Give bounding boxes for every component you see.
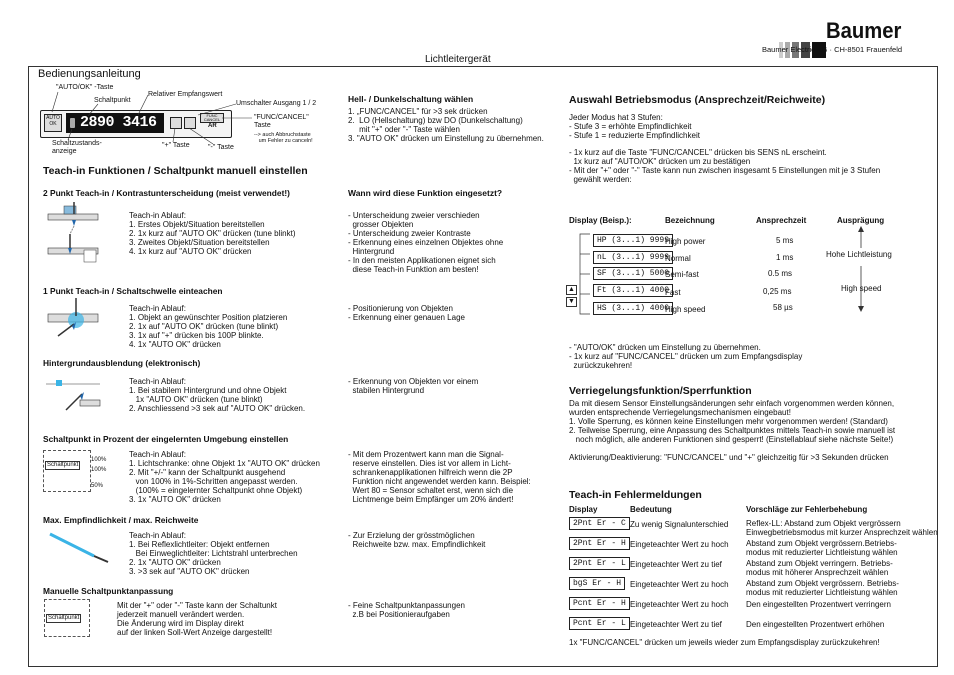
lock-text: Da mit diesem Sensor Einstellungsänderungen sehr einfach vorgenommen werden können, wurden entsprechende Verriegelungsmechanismen eingebaut! 1. Volle Sperrung, es können keine Einstellungen mehr vorgenommen werden! (Standard) 2. Teilweise Sperrung, eine Anpassung des Schaltpunktes mittels Teach-in sowie manuell ist noch möglich, alle anderen Funktionen sind gesperrt! (Einstellablauf siehe nächste Seite!) <box>569 399 896 444</box>
err-meaning-4: Eingeteachter Wert zu hoch <box>630 600 729 609</box>
pct-50-label: 50% <box>91 483 104 489</box>
plus-key-icon: ▲ <box>566 285 577 295</box>
pct-schaltpunkt-label: Schaltpunkt <box>47 462 79 468</box>
company-line: Baumer Electric AG · CH-8501 Frauenfeld <box>762 45 903 54</box>
mode-time-ft: 0,25 ms <box>763 287 792 296</box>
teach-title: Teach-in Funktionen / Schaltpunkt manuell einstellen <box>43 165 308 177</box>
err-display-3: bgS Er - H <box>569 577 625 590</box>
err-fix-1: Abstand zum Objekt vergrössern.Betriebs- modus mit reduzierter Lichtleistung wählen <box>746 539 898 557</box>
section-bgs-steps: Teach-in Ablauf: 1. Bei stabilem Hintergrund und ohne Objekt 1x "AUTO OK" drücken (tune blinkt) 2. Anschliessend >3 sek auf "AUTO OK" drücken. <box>129 377 306 413</box>
err-fix-5: Den eingestellten Prozentwert erhöhen <box>746 620 885 629</box>
mode-time-nl: 1 ms <box>776 253 794 262</box>
mode-title: Auswahl Betriebsmodus (Ansprechzeit/Reichweite) <box>569 94 826 106</box>
mode-intro: Jeder Modus hat 3 Stufen: - Stufe 3 = erhöhte Empfindlichkeit - Stufe 1 = reduzierte Empfindlichkeit <box>569 113 700 140</box>
section-pct-when: - Mit dem Prozentwert kann man die Signal- reserve einstellen. Dies ist vor allem in Licht- schrankenapplikationen hilfreich wenn die 2P Funktion nicht angewendet werden kann. Beispiel: Wert 80 = Sensor schaltet erst, wenn sich die Lichtmenge beim Empfänger um 20% ändert! <box>348 450 531 504</box>
bgs-illustration-icon <box>44 370 104 420</box>
label-auto-ok-key: "AUTO/OK" -Taste <box>56 84 114 91</box>
err-display-0: 2Pnt Er - C <box>569 517 630 530</box>
section-1pt-steps: Teach-in Ablauf: 1. Objekt an gewünschter Position platzieren 2. 1x auf "AUTO OK" drücken (tune blinkt) 3. 1x auf "+" drücken bis 100P blinkte. 4. 1x "AUTO OK" drücken <box>129 304 288 349</box>
max-illustration-icon <box>46 528 116 568</box>
mode-display-ft: Ft (3...1) 4000 <box>593 284 673 297</box>
mode-footer: - "AUTO/OK" drücken um Einstellung zu übernehmen. - 1x kurz auf "FUNC/CANCEL" drücken um zum Empfangsdisplay zurückzukehren! <box>569 343 803 370</box>
mode-name-hp: High power <box>665 237 706 246</box>
manual-schaltpunkt-label: Schaltpunkt <box>48 615 80 621</box>
char-arrow-icon <box>856 226 866 316</box>
label-rel-empfang: Relativer Empfangswert <box>148 91 223 98</box>
mode-header-time: Ansprechzeit <box>756 216 807 225</box>
display-diagram <box>38 82 338 162</box>
section-bgs-when: - Erkennung von Objekten vor einem stabilen Hintergrund <box>348 377 479 395</box>
mode-header-char: Ausprägung <box>837 216 885 225</box>
callout-lines <box>38 82 338 162</box>
section-2pt-when: - Unterscheidung zweier verschieden grosser Objekten - Unterscheidung zweier Kontraste - Erkennung eines einzelnen Objektes ohne Hintergrund - In den meisten Applikationen eignet sich diese Teach-in Funktion am besten! <box>348 211 504 274</box>
mode-name-sf: Semi-fast <box>665 270 699 279</box>
section-max-steps: Teach-in Ablauf: 1. Bei Reflexlichtleiter: Objekt entfernen Bei Einweglichtleiter: Lichtstrahl unterbrechen 2. 1x "AUTO OK" drücken 3. >3 sek auf "AUTO OK" drücken <box>129 531 298 576</box>
label-func-note: --> auch Abbruchstaste um Fehler zu canceln! <box>254 132 313 144</box>
err-header-fix: Vorschläge zur Fehlerbehebung <box>746 505 868 514</box>
mode-header-display: Display (Beisp.): <box>569 216 632 225</box>
hell-dunkel-title: Hell- / Dunkelschaltung wählen <box>348 94 474 104</box>
mode-time-sf: 0.5 ms <box>768 269 793 278</box>
2pt-illustration-icon <box>44 202 104 272</box>
section-max-title: Max. Empfindlichkeit / max. Reichweite <box>43 515 199 525</box>
hell-dunkel-text: 1. „FUNC/CANCEL" für >3 sek drücken 2. LO (Hellschaltung) bzw DO (Dunkelschaltung) mit "+" oder "-" Taste wählen 3. "AUTO OK" drücken um Einstellung zu übernehmen. <box>348 107 544 143</box>
section-bgs-title: Hintergrundausblendung (elektronisch) <box>43 358 201 368</box>
err-fix-2: Abstand zum Objekt verringern. Betriebs- modus mit höherer Ansprechzeit wählen <box>746 559 893 577</box>
section-manual-title: Manuelle Schaltpunktanpassung <box>43 586 174 596</box>
1pt-illustration-icon <box>44 298 104 346</box>
err-header-meaning: Bedeutung <box>630 505 672 514</box>
section-pct-steps: Teach-in Ablauf: 1. Lichtschranke: ohne Objekt 1x "AUTO OK" drücken 2. Mit "+/-" kann der Schaltpunkt ausgehend von 100% in 1%-Schritten angepasst werden. (100% = eingelernter Schaltpunkt ohne Objekt) 3. 1x "AUTO OK" drücken <box>129 450 320 504</box>
label-umschalter: Umschalter Ausgang 1 / 2 <box>236 100 317 107</box>
doc-title: Lichtleitergerät <box>425 54 491 65</box>
pct-100b-label: 100% <box>91 467 107 473</box>
err-fix-4: Den eingestellten Prozentwert verringern <box>746 600 891 609</box>
mode-display-hs: HS (3...1) 4000 <box>593 302 673 315</box>
lock-title: Verriegelungsfunktion/Sperrfunktion <box>569 385 752 397</box>
err-display-5: Pcnt Er - L <box>569 617 630 630</box>
err-footer: 1x "FUNC/CANCEL" drücken um jeweils wieder zum Empfangsdisplay zurückzukehren! <box>569 638 880 647</box>
label-minus-key: "-" Taste <box>208 144 234 151</box>
display-auto-button[interactable]: AUTO OK <box>44 114 62 132</box>
err-fix-3: Abstand zum Objekt vergrössern. Betriebs- modus mit reduzierter Lichtleistung wählen <box>746 579 899 597</box>
label-plus-key: "+" Taste <box>162 142 190 149</box>
display-func-button[interactable]: FUNC CANCEL <box>200 113 224 123</box>
label-func-cancel: "FUNC/CANCEL" Taste <box>254 114 309 129</box>
mode-display-nl: nL (3...1) 9999 <box>593 251 673 264</box>
mode-name-ft: Fast <box>665 288 681 297</box>
section-1pt-when: - Positionierung von Objekten - Erkennung einer genauen Lage <box>348 304 465 322</box>
when-title: Wann wird diese Funktion eingesetzt? <box>348 188 503 198</box>
section-max-when: - Zur Erzielung der grösstmöglichen Reichweite bzw. max. Empfindlichkeit <box>348 531 486 549</box>
section-manual-steps: Mit der "+" oder "-" Taste kann der Schaltunkt jederzeit manuell verändert werden. Die Änderung wird im Display direkt auf der linken Soll-Wert Anzeige dargestellt! <box>117 601 277 637</box>
label-schaltpunkt: Schaltpunkt <box>94 97 131 104</box>
section-title-bedienung: Bedienungsanleitung <box>38 68 141 80</box>
err-meaning-0: Zu wenig Signalunterschied <box>630 520 729 529</box>
mode-time-hp: 5 ms <box>776 236 794 245</box>
lock-activation: Aktivierung/Deaktivierung: "FUNC/CANCEL" und "+" gleichzeitig für >3 Sekunden drücken <box>569 453 889 462</box>
section-2pt-title: 2 Punkt Teach-in / Kontrastunterscheidung (meist verwendet!) <box>43 188 290 198</box>
err-fix-0: Reflex-LL: Abstand zum Objekt vergrössern Einwegbetriebsmodus mit kurzer Ansprechzeit wählen <box>746 519 938 537</box>
mode-display-hp: HP (3...1) 9999 <box>593 234 673 247</box>
pct-100a-label: 100% <box>91 457 107 463</box>
err-title: Teach-in Fehlermeldungen <box>569 489 702 501</box>
brand-logo <box>770 22 831 65</box>
brand-name: Baumer <box>826 18 902 43</box>
err-meaning-2: Eingeteachter Wert zu tief <box>630 560 722 569</box>
mode-time-hs: 58 µs <box>773 303 793 312</box>
pct-diagram <box>43 450 91 492</box>
mode-name-hs: High speed <box>665 305 706 314</box>
char-bottom: High speed <box>841 284 882 293</box>
section-2pt-steps: Teach-in Ablauf: 1. Erstes Objekt/Situation bereitstellen 2. 1x kurz auf "AUTO OK" drücken (tune blinkt) 3. Zweites Objekt/Situation bereitstellen 4. 1x kurz auf "AUTO OK" drücken <box>129 211 296 256</box>
err-header-display: Display <box>569 505 598 514</box>
display-ar-label: AR <box>208 123 217 129</box>
mode-header-name: Bezeichnung <box>665 216 715 225</box>
char-top: Hohe Lichtleistung <box>826 250 892 259</box>
mode-steps: - 1x kurz auf die Taste "FUNC/CANCEL" drücken bis SENS nL erscheint. 1x kurz auf "AUTO/OK" drücken um zu bestätigen - Mit der "+" oder "-" Taste kann nun zwischen insgesamt 5 Einstellungen mit je 3 Stufen gewählt werden: <box>569 148 881 184</box>
section-pct-title: Schaltpunkt in Prozent der eingelernten Umgebung einstellen <box>43 434 289 444</box>
section-manual-when: - Feine Schaltpunktanpassungen z.B bei Positionieraufgaben <box>348 601 465 619</box>
section-1pt-title: 1 Punkt Teach-in / Schaltschwelle einteachen <box>43 286 223 296</box>
err-meaning-5: Eingeteachter Wert zu tief <box>630 620 722 629</box>
err-display-1: 2Pnt Er - H <box>569 537 630 550</box>
err-display-2: 2Pnt Er - L <box>569 557 630 570</box>
err-meaning-1: Eingeteachter Wert zu hoch <box>630 540 729 549</box>
err-display-4: Pcnt Er - H <box>569 597 630 610</box>
minus-key-icon: ▼ <box>566 297 577 307</box>
label-schaltzustand: Schaltzustands- anzeige <box>52 140 102 155</box>
display-digits: 2890 3416 <box>80 114 157 131</box>
mode-display-sf: SF (3...1) 5000 <box>593 267 673 280</box>
err-meaning-3: Eingeteachter Wert zu hoch <box>630 580 729 589</box>
mode-name-nl: Normal <box>665 254 691 263</box>
